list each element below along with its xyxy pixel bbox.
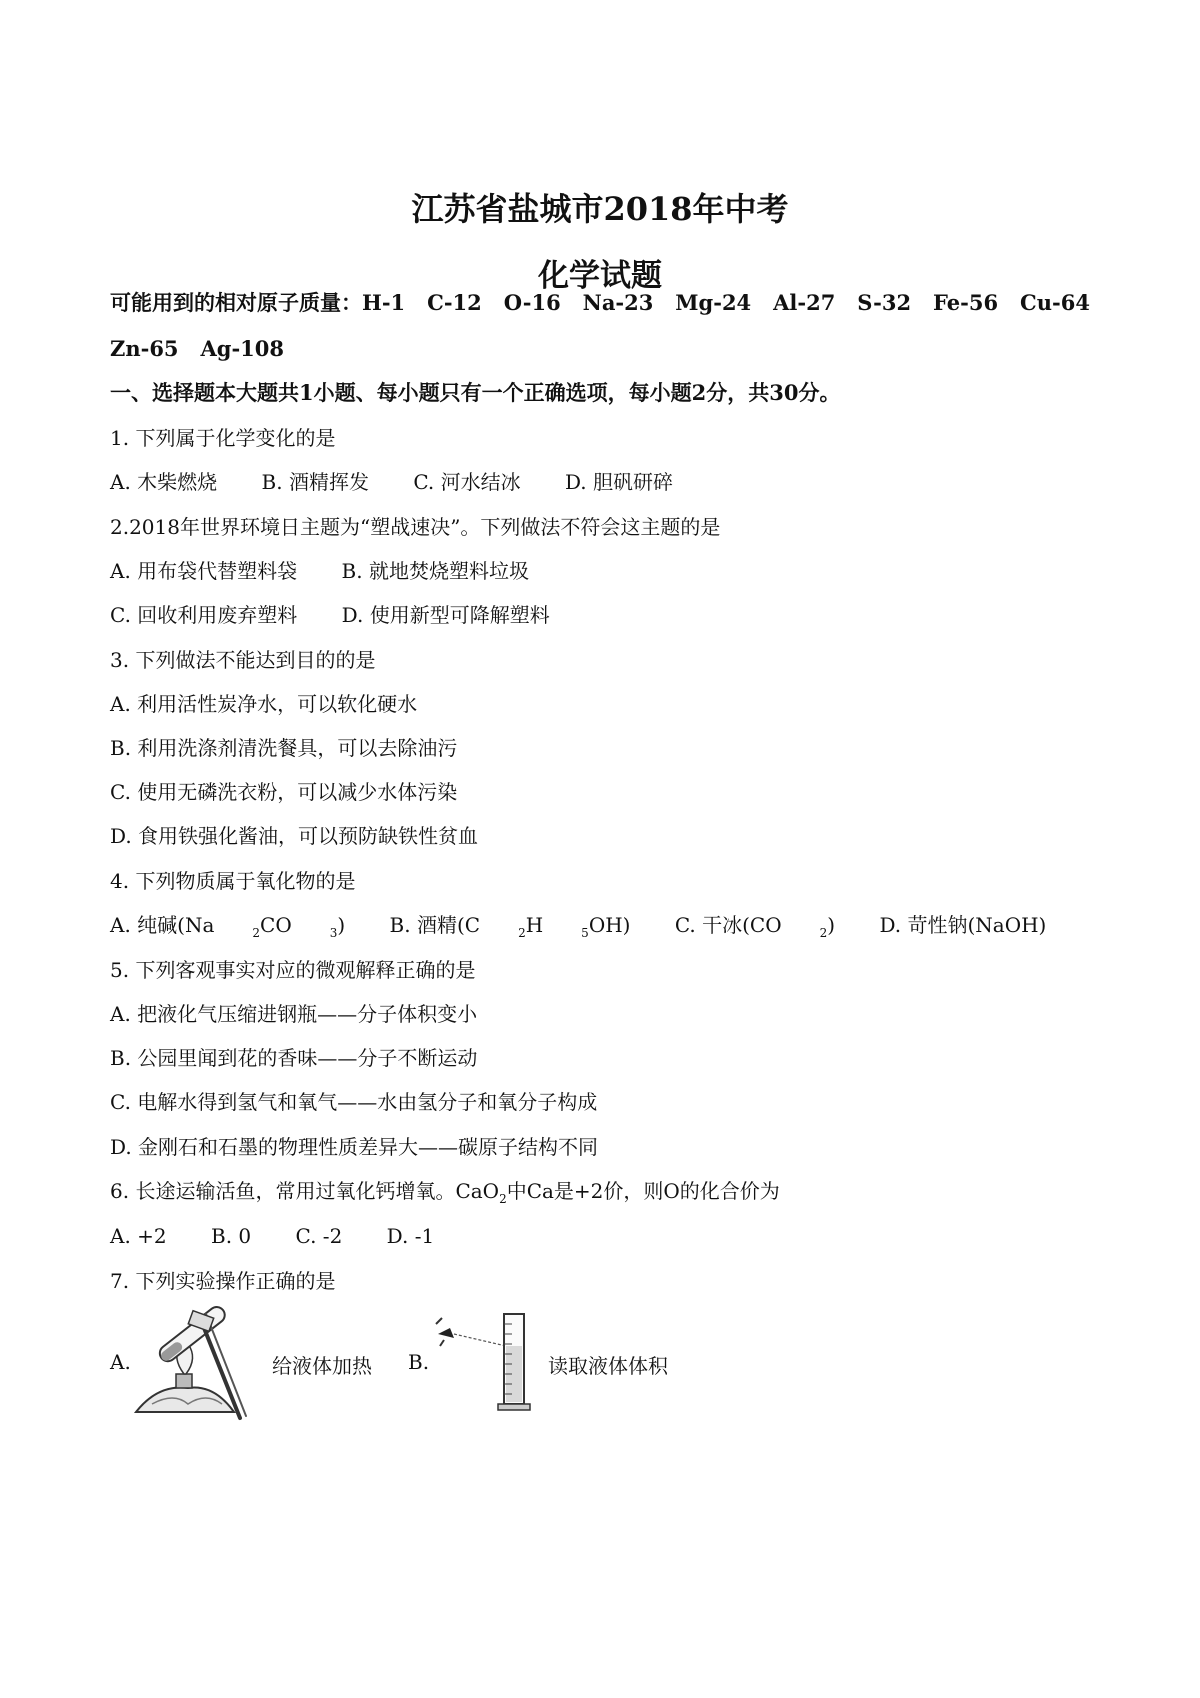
question-2-stem: 2.2018年世界环境日主题为“塑战速决”。下列做法不符会这主题的是 xyxy=(110,515,721,539)
q6-option-c: C. -2 xyxy=(295,1224,343,1248)
q7-option-b-text: 读取液体体积 xyxy=(548,1354,668,1378)
q2-option-b: B. 就地焚烧塑料垃圾 xyxy=(341,559,529,583)
question-4-options xyxy=(110,912,1046,938)
graduated-cylinder-figure xyxy=(432,1310,532,1414)
page-subtitle: 化学试题 xyxy=(538,258,662,294)
atomic-masses-line-1 xyxy=(110,290,1090,316)
q3-option-b: B. 利用洗涤剂清洗餐具，可以去除油污 xyxy=(110,736,458,760)
q7-option-b-letter: B. xyxy=(408,1350,430,1374)
q4-option-c: C. 干冰(CO $_2$) xyxy=(674,913,836,940)
q2-option-a: A. 用布袋代替塑料袋 xyxy=(110,559,298,583)
question-7-stem: 7. 下列实验操作正确的是 xyxy=(110,1269,336,1293)
alcohol-lamp-heating-figure xyxy=(128,1300,260,1432)
q1-option-b: B. 酒精挥发 xyxy=(261,470,369,494)
atomic-masses-label: 可能用到的相对原子质量： xyxy=(110,290,362,315)
q2-option-c: C. 回收利用废弃塑料 xyxy=(110,603,298,627)
q3-option-c: C. 使用无磷洗衣粉，可以减少水体污染 xyxy=(110,780,458,804)
question-6-options xyxy=(110,1223,434,1249)
q1-option-c: C. 河水结冰 xyxy=(413,470,521,494)
question-2-options-row-1 xyxy=(110,558,529,584)
question-1-stem: 1. 下列属于化学变化的是 xyxy=(110,426,336,450)
question-6-stem: 6. 长途运输活鱼，常用过氧化钙增氧。CaO$_2$中Ca是+2价，则O的化合价为 xyxy=(110,1179,780,1206)
q1-option-d: D. 胆矾研碎 xyxy=(564,470,674,494)
reading-cylinder-icon xyxy=(432,1310,532,1414)
q1-option-a: A. 木柴燃烧 xyxy=(110,470,218,494)
q4-option-d: D. 苛性钠(NaOH) xyxy=(879,913,1047,937)
section-heading: 一、选择题本大题共1小题、每小题只有一个正确选项，每小题2分，共30分。 xyxy=(110,380,841,405)
page-title: 江苏省盐城市2018年中考 xyxy=(411,190,789,228)
question-3-stem: 3. 下列做法不能达到目的的是 xyxy=(110,648,376,672)
heating-test-tube-icon xyxy=(128,1300,260,1432)
question-2-options-row-2 xyxy=(110,602,550,628)
q5-option-c: C. 电解水得到氢气和氧气——水由氢分子和氧分子构成 xyxy=(110,1090,598,1114)
q5-option-b: B. 公园里闻到花的香味——分子不断运动 xyxy=(110,1046,478,1070)
atomic-masses-values-1: H-1 C-12 O-16 Na-23 Mg-24 Al-27 S-32 Fe-56 Cu-64 xyxy=(362,290,1090,315)
q7-option-a-letter: A. xyxy=(110,1350,131,1374)
q2-option-d: D. 使用新型可降解塑料 xyxy=(341,603,550,627)
q6-option-b: B. 0 xyxy=(211,1224,252,1248)
question-5-stem: 5. 下列客观事实对应的微观解释正确的是 xyxy=(110,958,476,982)
question-4-stem: 4. 下列物质属于氧化物的是 xyxy=(110,869,356,893)
q4-option-a: A. 纯碱(Na $_2$CO $_3$) xyxy=(110,913,346,940)
q7-option-a-text: 给液体加热 xyxy=(272,1354,372,1378)
question-1-options xyxy=(110,469,673,495)
q5-option-a: A. 把液化气压缩进钢瓶——分子体积变小 xyxy=(110,1002,478,1026)
atomic-masses-values-2: Zn-65 Ag-108 xyxy=(110,336,284,361)
q6-option-d: D. -1 xyxy=(386,1224,435,1248)
q5-option-d: D. 金刚石和石墨的物理性质差异大——碳原子结构不同 xyxy=(110,1135,599,1159)
q6-option-a: A. +2 xyxy=(110,1224,167,1248)
q3-option-d: D. 食用铁强化酱油，可以预防缺铁性贫血 xyxy=(110,824,479,848)
q3-option-a: A. 利用活性炭净水，可以软化硬水 xyxy=(110,692,418,716)
q4-option-b: B. 酒精(C $_2$H $_5$OH) xyxy=(389,913,631,940)
